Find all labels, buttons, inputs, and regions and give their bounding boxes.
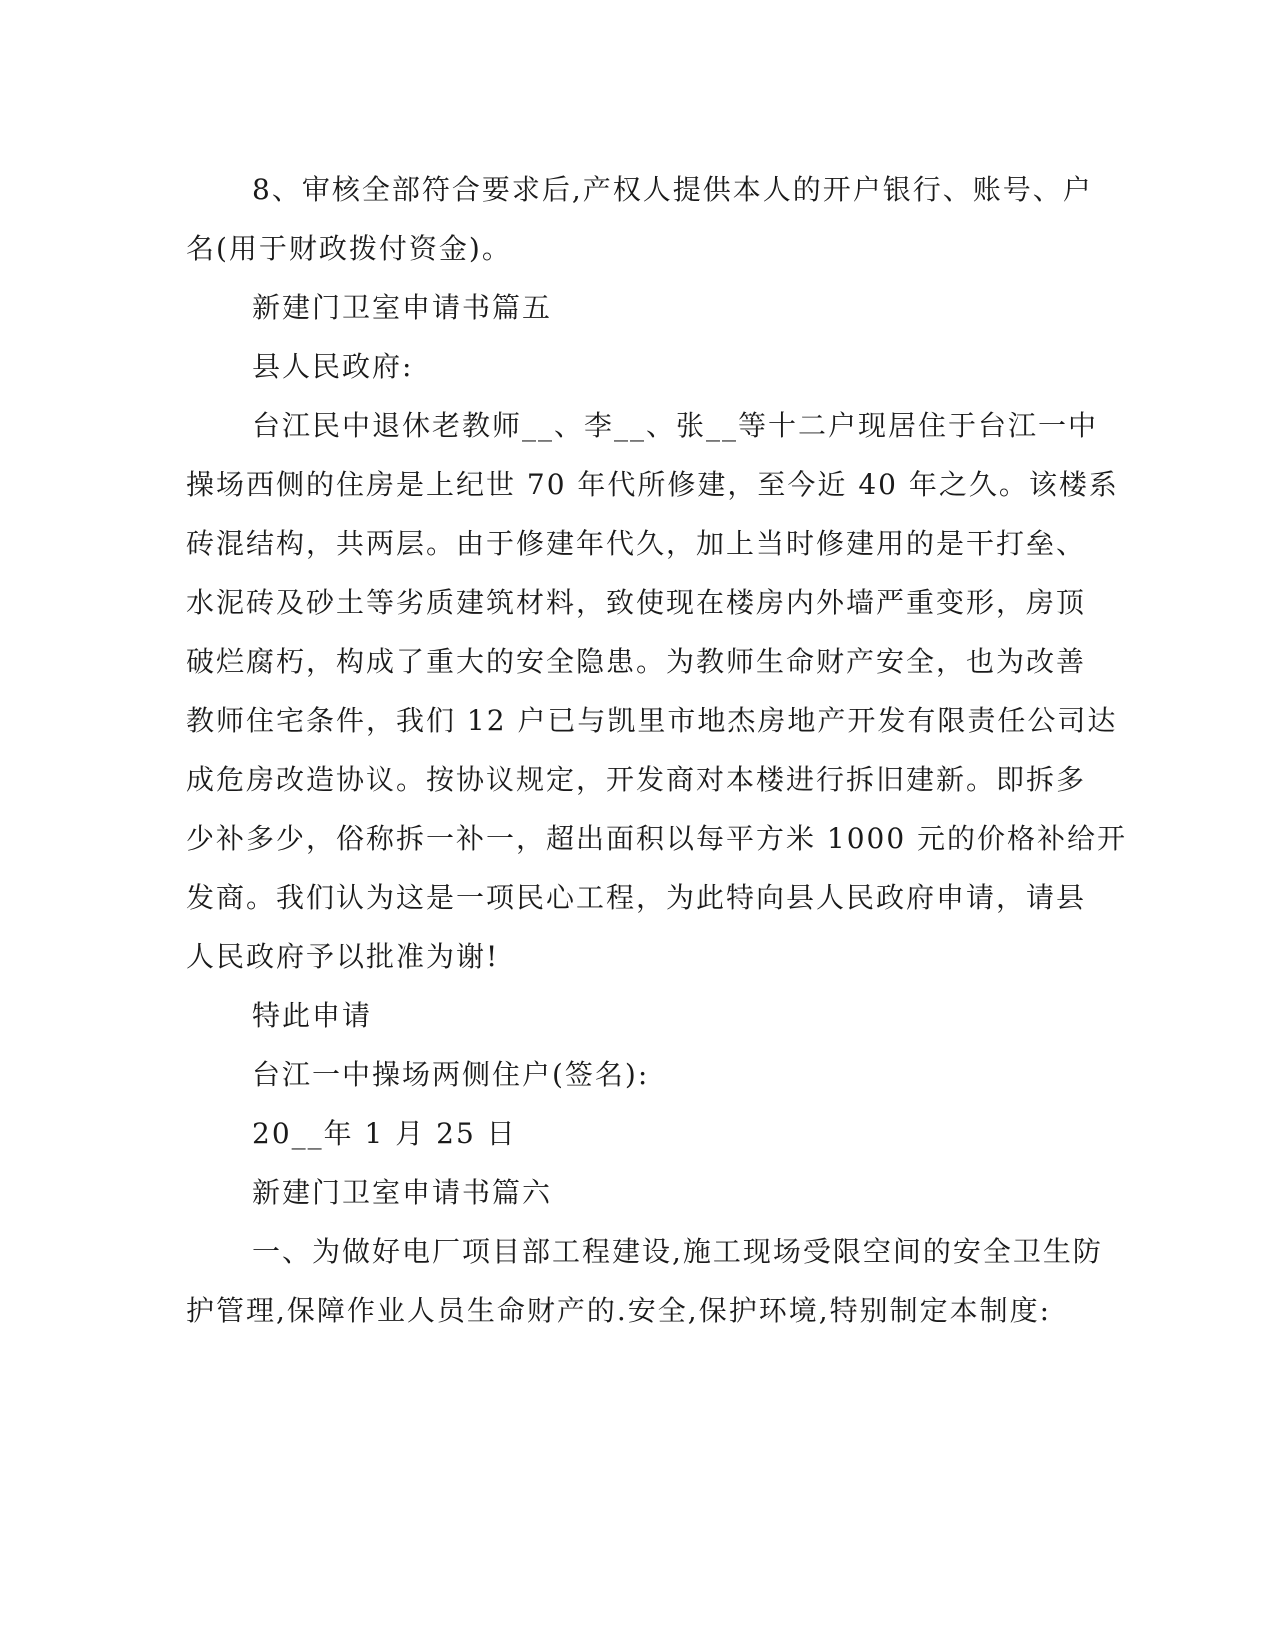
text-line: 破烂腐朽，构成了重大的安全隐患。为教师生命财产安全，也为改善 <box>186 645 1087 678</box>
text-line: 水泥砖及砂土等劣质建筑材料，致使现在楼房内外墙严重变形，房顶 <box>186 586 1087 619</box>
signature-line: 台江一中操场两侧住户(签名): <box>252 1058 650 1091</box>
salutation: 县人民政府: <box>252 350 414 383</box>
text-line: 操场西侧的住房是上纪世 70 年代所修建，至今近 40 年之久。该楼系 <box>186 468 1119 501</box>
text-line: 护管理,保障作业人员生命财产的.安全,保护环境,特别制定本制度: <box>186 1294 1052 1327</box>
text-line: 8、审核全部符合要求后,产权人提供本人的开户银行、账号、户 <box>252 173 1093 206</box>
text-line: 成危房改造协议。按协议规定，开发商对本楼进行拆旧建新。即拆多 <box>186 763 1087 796</box>
text-line: 名(用于财政拨付资金)。 <box>186 232 512 265</box>
date-line: 20__年 1 月 25 日 <box>252 1117 517 1150</box>
text-line: 发商。我们认为这是一项民心工程，为此特向县人民政府申请，请县 <box>186 881 1087 914</box>
text-line: 人民政府予以批准为谢! <box>186 940 500 973</box>
text-line: 教师住宅条件，我们 12 户已与凯里市地杰房地产开发有限责任公司达 <box>186 704 1118 737</box>
section-heading: 新建门卫室申请书篇五 <box>252 291 553 324</box>
text-line: 少补多少，俗称拆一补一，超出面积以每平方米 1000 元的价格补给开 <box>186 822 1128 855</box>
closing-line: 特此申请 <box>252 999 373 1032</box>
section-heading: 新建门卫室申请书篇六 <box>252 1176 553 1209</box>
text-line: 台江民中退休老教师__、李__、张__等十二户现居住于台江一中 <box>252 409 1099 442</box>
text-line: 一、为做好电厂项目部工程建设,施工现场受限空间的安全卫生防 <box>252 1235 1103 1268</box>
document-body <box>186 160 1128 1340</box>
text-line: 砖混结构，共两层。由于修建年代久，加上当时修建用的是干打垒、 <box>186 527 1087 560</box>
